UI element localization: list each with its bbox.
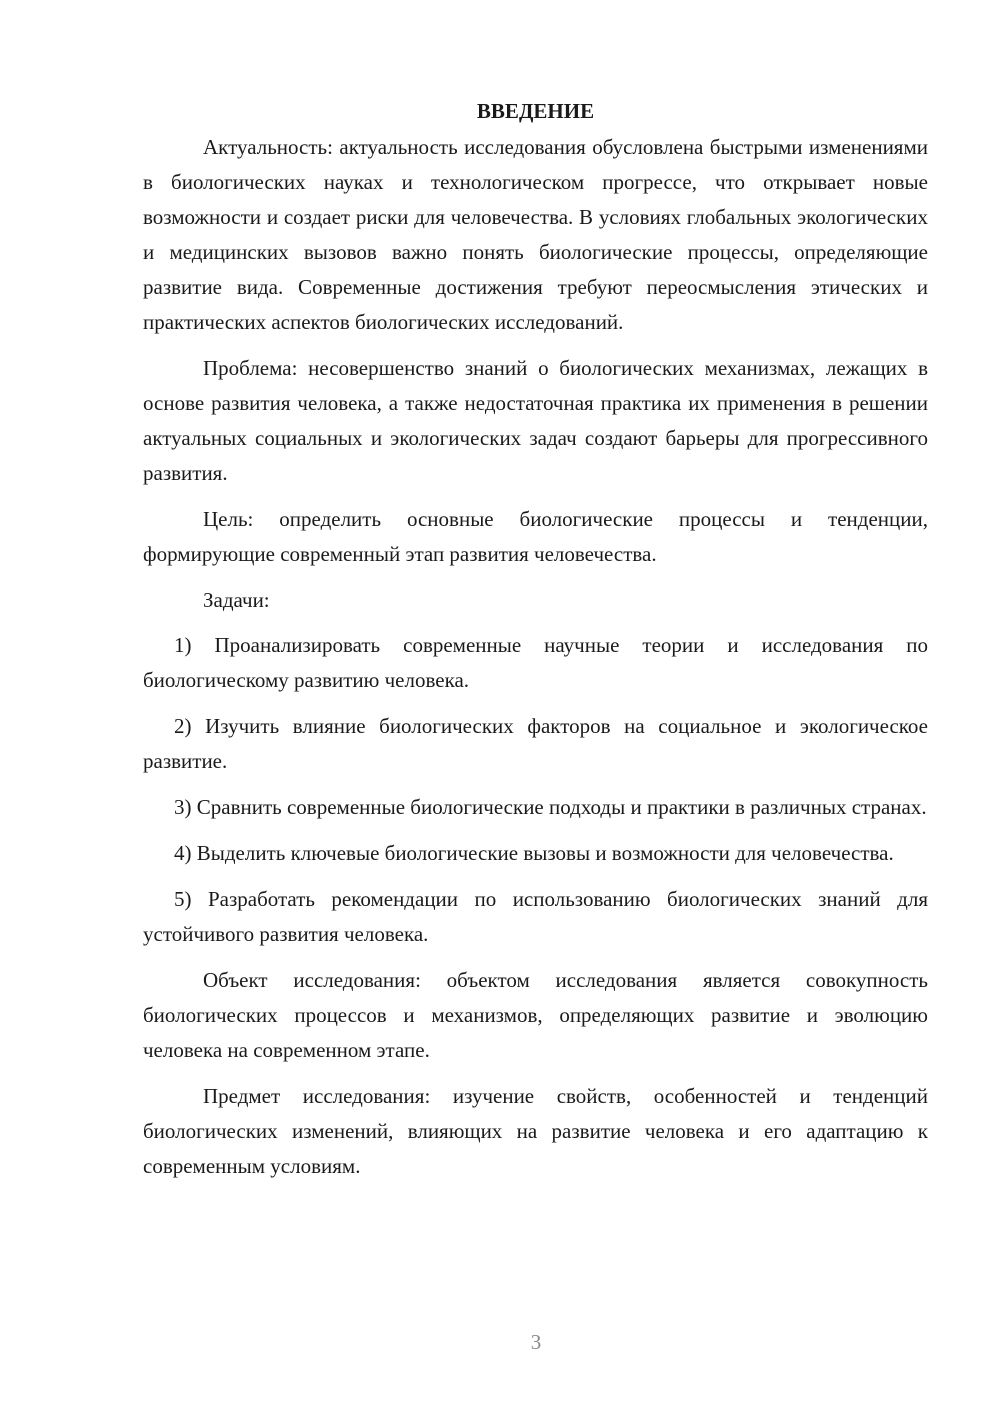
paragraph-problem: Проблема: несовершенство знаний о биологических механизмах, лежащих в основе развития человека, а также недостаточная практика их применения в решении актуальных социальных и экологических задач создают барьеры для прогрессивного развития. <box>143 356 928 485</box>
paragraph-subject: Предмет исследования: изучение свойств, особенностей и тенденций биологических изменений, влияющих на развитие человека и его адаптацию к современным условиям. <box>143 1084 928 1178</box>
tasks-label: Задачи: <box>203 588 270 612</box>
task-item-2: 2) Изучить влияние биологических факторов на социальное и экологическое развитие. <box>143 714 928 773</box>
task-item-1: 1) Проанализировать современные научные теории и исследования по биологическому развитию человека. <box>143 633 928 692</box>
tasks-list <box>143 628 928 952</box>
document-page <box>143 94 928 1195</box>
task-item-3: 3) Сравнить современные биологические подходы и практики в различных странах. <box>174 795 927 819</box>
task-item-4: 4) Выделить ключевые биологические вызовы и возможности для человечества. <box>174 841 894 865</box>
paragraph-relevance: Актуальность: актуальность исследования обусловлена быстрыми изменениями в биологических науках и технологическом прогрессе, что открывает новые возможности и создает риски для человечества. В условиях глобальных экологических и медицинских вызовов важно понять биологические процессы, определяющие развитие вида. Современные достижения требуют переосмысления этических и практических аспектов биологических исследований. <box>143 135 928 334</box>
section-heading: ВВЕДЕНИЕ <box>476 99 595 123</box>
paragraph-goal: Цель: определить основные биологические процессы и тенденции, формирующие современный этап развития человечества. <box>143 507 928 566</box>
task-item-5: 5) Разработать рекомендации по использованию биологических знаний для устойчивого развития человека. <box>143 887 928 946</box>
paragraph-object: Объект исследования: объектом исследования является совокупность биологических процессов и механизмов, определяющих развитие и эволюцию человека на современном этапе. <box>143 968 928 1062</box>
page-number: 3 <box>530 1330 542 1354</box>
